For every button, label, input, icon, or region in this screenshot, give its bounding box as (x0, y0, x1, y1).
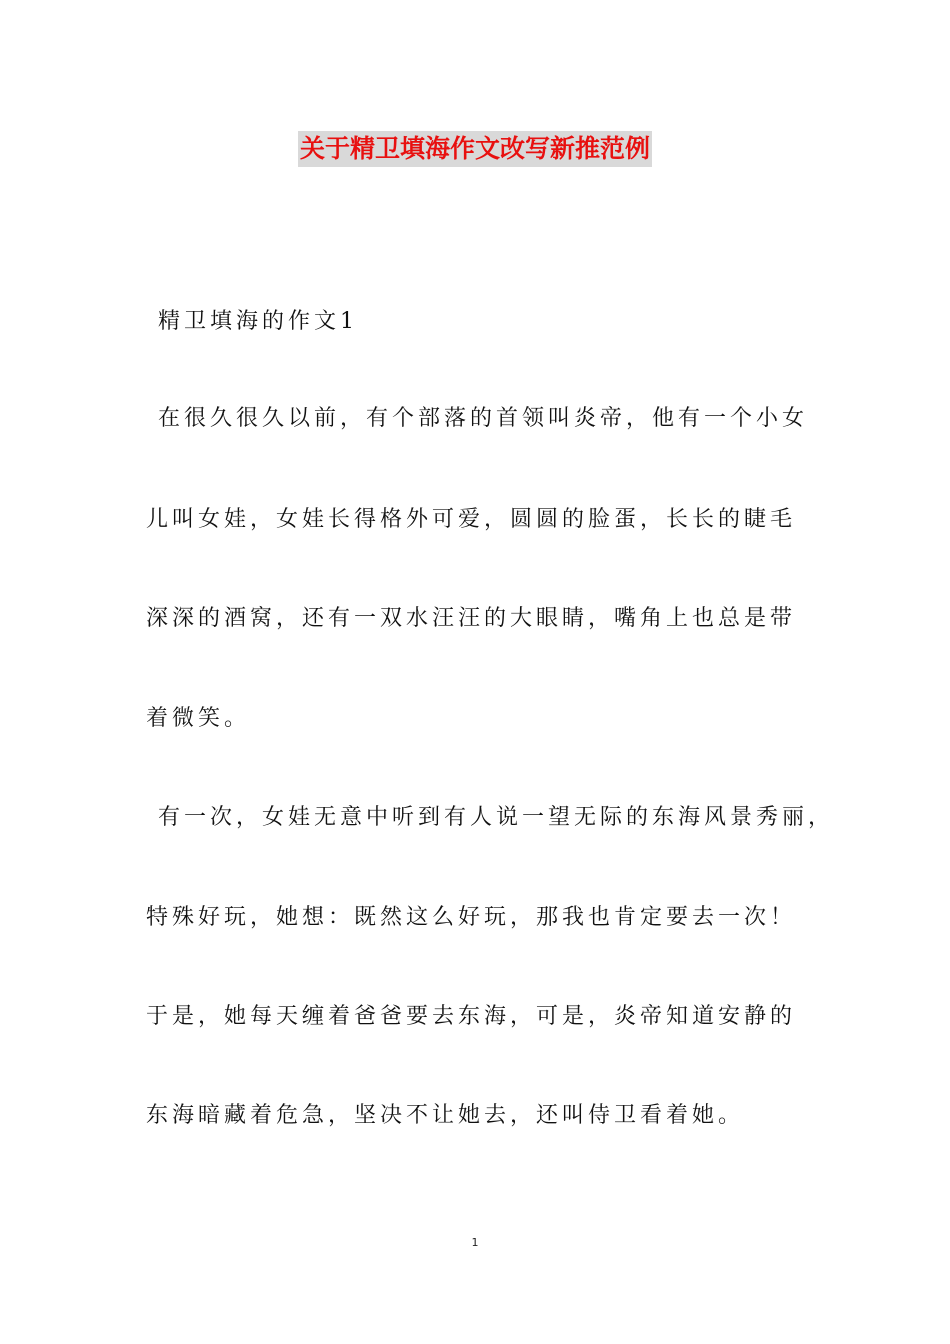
paragraph-line: 在很久很久以前，有个部落的首领叫炎帝，他有一个小女 (158, 406, 809, 431)
paragraph-line: 儿叫女娃，女娃长得格外可爱，圆圆的脸蛋，长长的睫毛 (146, 507, 797, 532)
section-heading: 精卫填海的作文1 (158, 309, 358, 334)
title-container (0, 131, 950, 167)
page-number: 1 (471, 1236, 479, 1249)
paragraph-line: 于是，她每天缠着爸爸要去东海，可是，炎帝知道安静的 (146, 1004, 797, 1029)
paragraph-line: 有一次，女娃无意中听到有人说一望无际的东海风景秀丽， (158, 805, 835, 830)
paragraph-line: 深深的酒窝，还有一双水汪汪的大眼睛，嘴角上也总是带 (146, 606, 797, 631)
paragraph-line: 着微笑。 (146, 706, 251, 731)
paragraph-line: 特殊好玩，她想：既然这么好玩，那我也肯定要去一次！ (146, 905, 797, 930)
document-title: 关于精卫填海作文改写新推范例 (298, 131, 652, 167)
paragraph-line: 东海暗藏着危急，坚决不让她去，还叫侍卫看着她。 (146, 1103, 745, 1128)
